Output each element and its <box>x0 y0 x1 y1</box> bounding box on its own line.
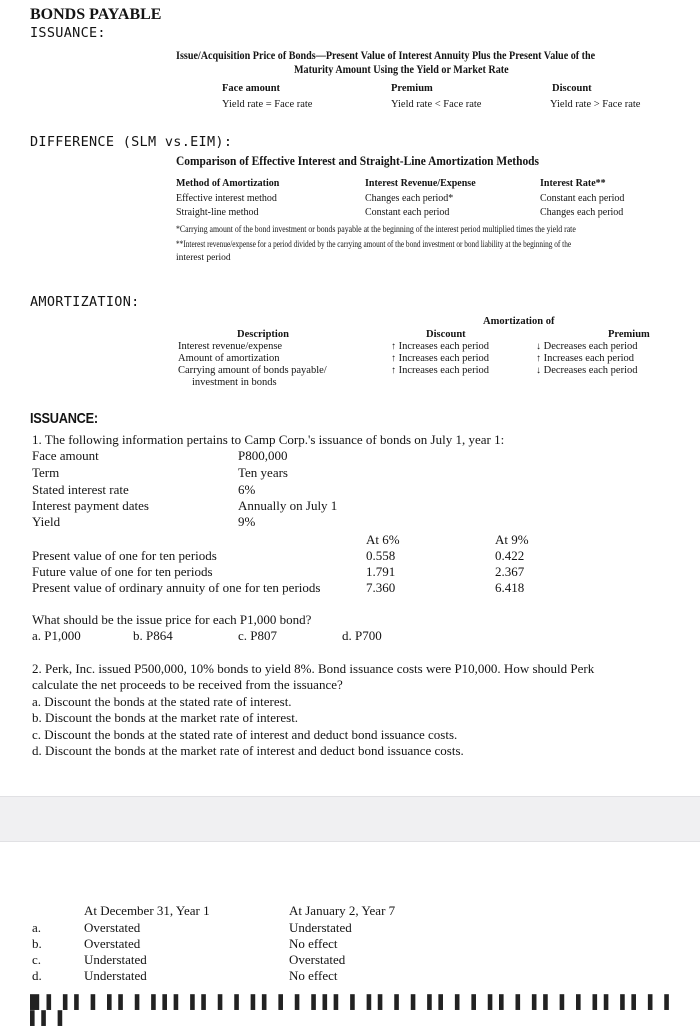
comparison-cell: Changes each period* <box>365 193 454 204</box>
comparison-header-interest: Interest Revenue/Expense <box>365 178 476 189</box>
amortization-premium-cell: ↓ Decreases each period <box>536 341 638 352</box>
amortization-premium-cell: ↓ Decreases each period <box>536 365 638 376</box>
amortization-premium-cell: ↑ Increases each period <box>536 353 634 364</box>
q1-pv-value: 0.558 <box>366 548 396 563</box>
q1-choice-c: c. P807 <box>238 628 277 643</box>
q1-intro: 1. The following information pertains to Camp Corp.'s issuance of bonds on July 1, year 1: <box>32 432 505 447</box>
comparison-cell: Constant each period <box>540 193 625 204</box>
q3-cell: No effect <box>289 936 338 951</box>
q1-fact-value: 9% <box>238 514 256 529</box>
issue-price-line2: Maturity Amount Using the Yield or Market Rate <box>294 64 509 76</box>
discount-rule: Yield rate > Face rate <box>550 99 641 110</box>
face-amount-head: Face amount <box>222 83 281 94</box>
q3-col2-head: At January 2, Year 7 <box>289 903 396 918</box>
q1-choice-a: a. P1,000 <box>32 628 81 643</box>
q1-fact-label: Interest payment dates <box>32 498 149 513</box>
q3-cell: No effect <box>289 968 338 983</box>
comparison-footnote-2: **Interest revenue/expense for a period divided by the carrying amount of the bond investment or bond liability at the beginning of the <box>176 240 572 250</box>
page-break-strip <box>0 796 700 842</box>
q1-choice-d: d. P700 <box>342 628 382 643</box>
q2-choice-a: a. Discount the bonds at the stated rate of interest. <box>32 694 292 709</box>
q1-pv-head-9: At 9% <box>495 532 529 547</box>
amortization-desc-cont: investment in bonds <box>192 377 277 388</box>
arrow-up-icon: ↑ <box>391 341 396 352</box>
q2-choice-d: d. Discount the bonds at the market rate of interest and deduct bond issuance costs. <box>32 743 464 758</box>
page-title: BONDS PAYABLE <box>30 6 162 23</box>
comparison-footnote-1: *Carrying amount of the bond investment or bonds payable at the beginning of the interest period multiplied times the yield rate <box>176 225 576 235</box>
section-heading-amortization: AMORTIZATION: <box>30 294 140 310</box>
q1-fact-value: P800,000 <box>238 448 288 463</box>
q1-choice-b: b. P864 <box>133 628 173 643</box>
q3-letter: d. <box>32 968 42 983</box>
arrow-up-icon: ↑ <box>391 365 396 376</box>
q3-cell: Overstated <box>289 952 346 967</box>
amortization-col-description: Description <box>237 329 289 340</box>
comparison-cell: Effective interest method <box>176 193 277 204</box>
amortization-discount-cell: ↑ Increases each period <box>391 365 489 376</box>
q2-choice-c: c. Discount the bonds at the stated rate of interest and deduct bond issuance costs. <box>32 727 458 742</box>
q3-cell: Overstated <box>84 920 141 935</box>
q3-letter: c. <box>32 952 42 967</box>
q1-pv-head-6: At 6% <box>366 532 400 547</box>
q1-pv-label: Future value of one for ten periods <box>32 564 213 579</box>
comparison-title: Comparison of Effective Interest and Straight-Line Amortization Methods <box>176 153 539 168</box>
q2-choice-b: b. Discount the bonds at the market rate of interest. <box>32 710 299 725</box>
q1-fact-label: Yield <box>32 514 61 529</box>
amortization-col-premium: Premium <box>608 329 650 340</box>
arrow-down-icon: ↓ <box>536 341 541 352</box>
q1-question: What should be the issue price for each P1,000 bond? <box>32 612 312 627</box>
cut-off-text-line: █ ▌ ▌▌ ▌ ▌▌ ▌ ▌▌▌ ▌▌ ▌ ▌ ▌▌ ▌ ▌ ▌▌▌ ▌ ▌▌ ▌ ▌ ▌▌ ▌ ▌ ▌▌ ▌ ▌▌ ▌ ▌ ▌▌ ▌▌ ▌ ▌ ▌▌ ▌ <box>30 994 676 1025</box>
q1-fact-label: Stated interest rate <box>32 482 129 497</box>
q1-fact-value: Annually on July 1 <box>238 498 338 513</box>
q2-line2: calculate the net proceeds to be received from the issuance? <box>32 677 343 692</box>
q3-letter: a. <box>32 920 42 935</box>
amortization-desc: Interest revenue/expense <box>178 341 283 352</box>
discount-head: Discount <box>552 83 592 94</box>
q1-pv-value: 7.360 <box>366 580 396 595</box>
section-heading-issuance: ISSUANCE: <box>30 25 106 41</box>
issue-price-line1: Issue/Acquisition Price of Bonds—Present Value of Interest Annuity Plus the Present Value of the <box>176 50 596 62</box>
q1-pv-label: Present value of ordinary annuity of one for ten periods <box>32 580 321 595</box>
amortization-desc: Amount of amortization <box>178 353 280 364</box>
premium-rule: Yield rate < Face rate <box>391 99 482 110</box>
section-heading-difference: DIFFERENCE (SLM vs.EIM): <box>30 134 233 150</box>
arrow-down-icon: ↓ <box>536 365 541 376</box>
amortization-desc: Carrying amount of bonds payable/ <box>178 365 327 376</box>
q3-cell: Overstated <box>84 936 141 951</box>
amortization-col-discount: Discount <box>426 329 466 340</box>
comparison-cell: Constant each period <box>365 207 450 218</box>
q2-line1: 2. Perk, Inc. issued P500,000, 10% bonds to yield 8%. Bond issuance costs were P10,000. How should Perk <box>32 661 595 676</box>
q1-pv-label: Present value of one for ten periods <box>32 548 217 563</box>
q1-pv-value: 0.422 <box>495 548 525 563</box>
face-amount-rule: Yield rate = Face rate <box>222 99 313 110</box>
arrow-up-icon: ↑ <box>536 353 541 364</box>
q3-col1-head: At December 31, Year 1 <box>84 903 210 918</box>
arrow-up-icon: ↑ <box>391 353 396 364</box>
amortization-discount-cell: ↑ Increases each period <box>391 353 489 364</box>
comparison-header-method: Method of Amortization <box>176 178 280 189</box>
q1-fact-value: 6% <box>238 482 256 497</box>
q3-letter: b. <box>32 936 42 951</box>
comparison-cell: Changes each period <box>540 207 624 218</box>
q3-cell: Understated <box>84 968 147 983</box>
q1-fact-label: Term <box>32 465 60 480</box>
premium-head: Premium <box>391 83 433 94</box>
comparison-header-rate: Interest Rate** <box>540 178 606 189</box>
q1-pv-value: 1.791 <box>366 564 396 579</box>
q3-cell: Understated <box>84 952 147 967</box>
section-heading-issuance-problems: ISSUANCE: <box>30 410 98 427</box>
q3-cell: Understated <box>289 920 352 935</box>
amortization-discount-cell: ↑ Increases each period <box>391 341 489 352</box>
q1-pv-value: 6.418 <box>495 580 525 595</box>
comparison-cell: Straight-line method <box>176 207 259 218</box>
amortization-group-head: Amortization of <box>483 316 555 327</box>
comparison-footnote-2-cont: interest period <box>176 253 231 263</box>
q1-fact-value: Ten years <box>238 465 288 480</box>
q1-pv-value: 2.367 <box>495 564 525 579</box>
q1-fact-label: Face amount <box>32 448 99 463</box>
